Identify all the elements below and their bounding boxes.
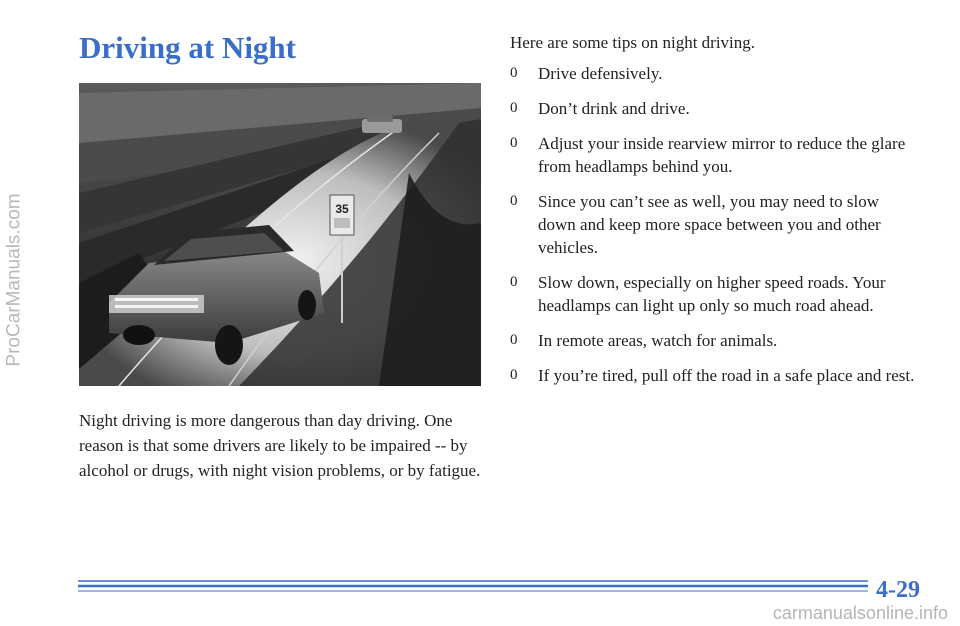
bullet-icon: 0: [510, 367, 518, 383]
tips-list: [510, 62, 920, 399]
page-number: 4-29: [876, 577, 920, 603]
tip-item: [510, 271, 920, 317]
footer-rule: [78, 578, 868, 594]
page-title: Driving at Night: [79, 30, 296, 65]
tip-text: If you’re tired, pull off the road in a safe place and rest.: [538, 366, 915, 385]
tip-text: In remote areas, watch for animals.: [538, 331, 778, 350]
bullet-icon: 0: [510, 100, 518, 116]
side-watermark: [2, 20, 28, 540]
tip-text: Don’t drink and drive.: [538, 99, 690, 118]
tip-item: [510, 62, 920, 85]
bottom-watermark: carmanualsonline.info: [772, 603, 948, 623]
bullet-icon: 0: [510, 65, 518, 81]
tip-item: [510, 97, 920, 120]
tip-text: Drive defensively.: [538, 64, 663, 83]
bullet-icon: 0: [510, 135, 518, 151]
night-driving-illustration: [79, 83, 481, 386]
tip-text: Since you can’t see as well, you may need to slow down and keep more space between you and other vehicles.: [538, 192, 881, 257]
side-watermark-text: ProCarManuals.com: [4, 193, 26, 367]
tip-item: [510, 364, 920, 387]
tip-item: [510, 190, 920, 259]
bullet-icon: 0: [510, 193, 518, 209]
intro-paragraph: Night driving is more dangerous than day driving. One reason is that some drivers are likely to be impaired -- by alcohol or drugs, with night vision problems, or by fatigue.: [79, 411, 481, 480]
bullet-icon: 0: [510, 332, 518, 348]
speed-sign-text: 35: [335, 202, 349, 216]
tips-intro: Here are some tips on night driving.: [510, 33, 756, 52]
tip-text: Adjust your inside rearview mirror to reduce the glare from headlamps behind you.: [538, 134, 906, 176]
tip-item: [510, 132, 920, 178]
tip-item: [510, 329, 920, 352]
tip-text: Slow down, especially on higher speed roads. Your headlamps can light up only so much road ahead.: [538, 273, 886, 315]
bullet-icon: 0: [510, 274, 518, 290]
